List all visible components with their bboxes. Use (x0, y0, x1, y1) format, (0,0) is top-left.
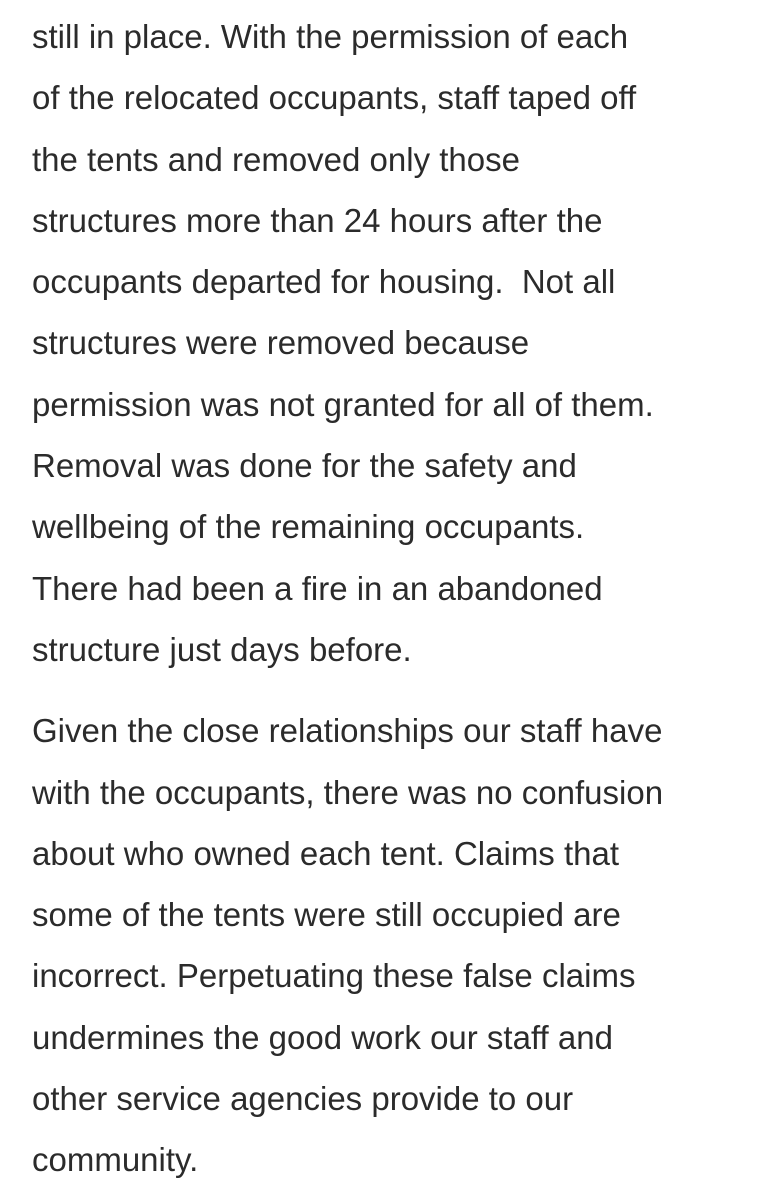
text-line: other service agencies provide to our (32, 1080, 574, 1118)
text-line: with the occupants, there was no confusion (32, 773, 664, 811)
text-line: Given the close relationships our staff have (32, 712, 663, 750)
text-line: structures more than 24 hours after the (32, 201, 603, 239)
paragraph-tent-removal (32, 6, 762, 680)
text-line: structure just days before. (32, 630, 412, 668)
paragraph-claims-response (32, 700, 762, 1190)
document-body (32, 6, 762, 1191)
text-line: some of the tents were still occupied are (32, 896, 621, 934)
text-line: wellbeing of the remaining occupants. (32, 508, 585, 546)
text-line: of the relocated occupants, staff taped off (32, 79, 637, 117)
text-line: the tents and removed only those (32, 140, 520, 178)
text-line: There had been a fire in an abandoned (32, 569, 603, 607)
text-line: permission was not granted for all of them. (32, 385, 654, 423)
text-line: occupants departed for housing. Not all (32, 263, 616, 301)
text-line: undermines the good work our staff and (32, 1018, 613, 1056)
text-line: still in place. With the permission of each (32, 18, 629, 55)
text-line: about who owned each tent. Claims that (32, 834, 620, 872)
text-line: community. (32, 1141, 199, 1179)
text-line: incorrect. Perpetuating these false claims (32, 957, 636, 995)
text-line: Removal was done for the safety and (32, 447, 577, 485)
text-line: structures were removed because (32, 324, 530, 362)
